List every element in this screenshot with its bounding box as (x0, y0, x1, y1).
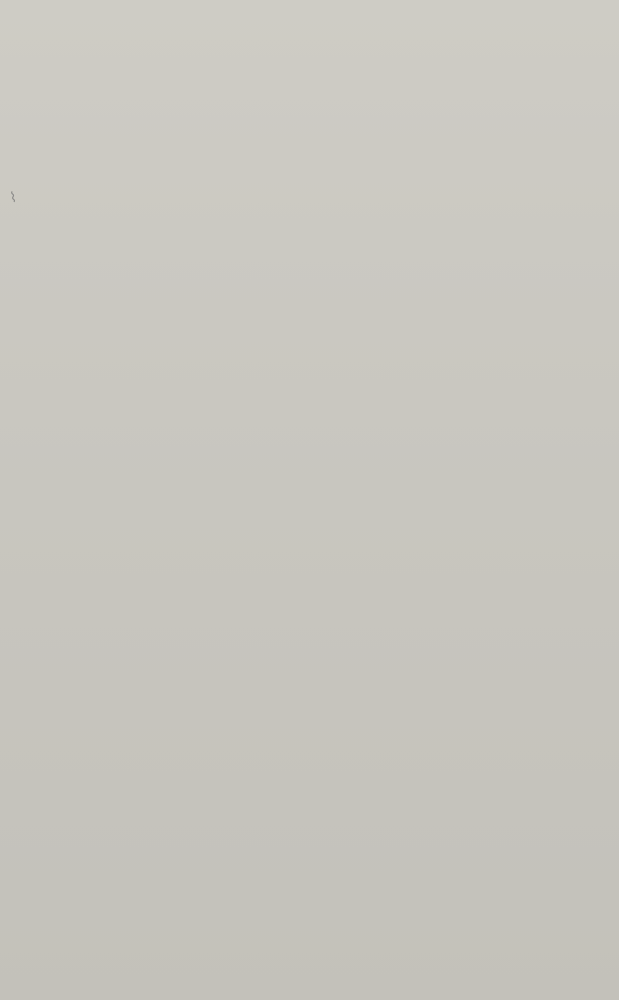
stamp-border (218, 480, 402, 572)
stamp-oval (218, 480, 402, 572)
library-stamp (212, 474, 408, 578)
part-block (30, 96, 596, 106)
pencil-mark: ⌇ (8, 190, 19, 207)
colophon (0, 776, 619, 784)
